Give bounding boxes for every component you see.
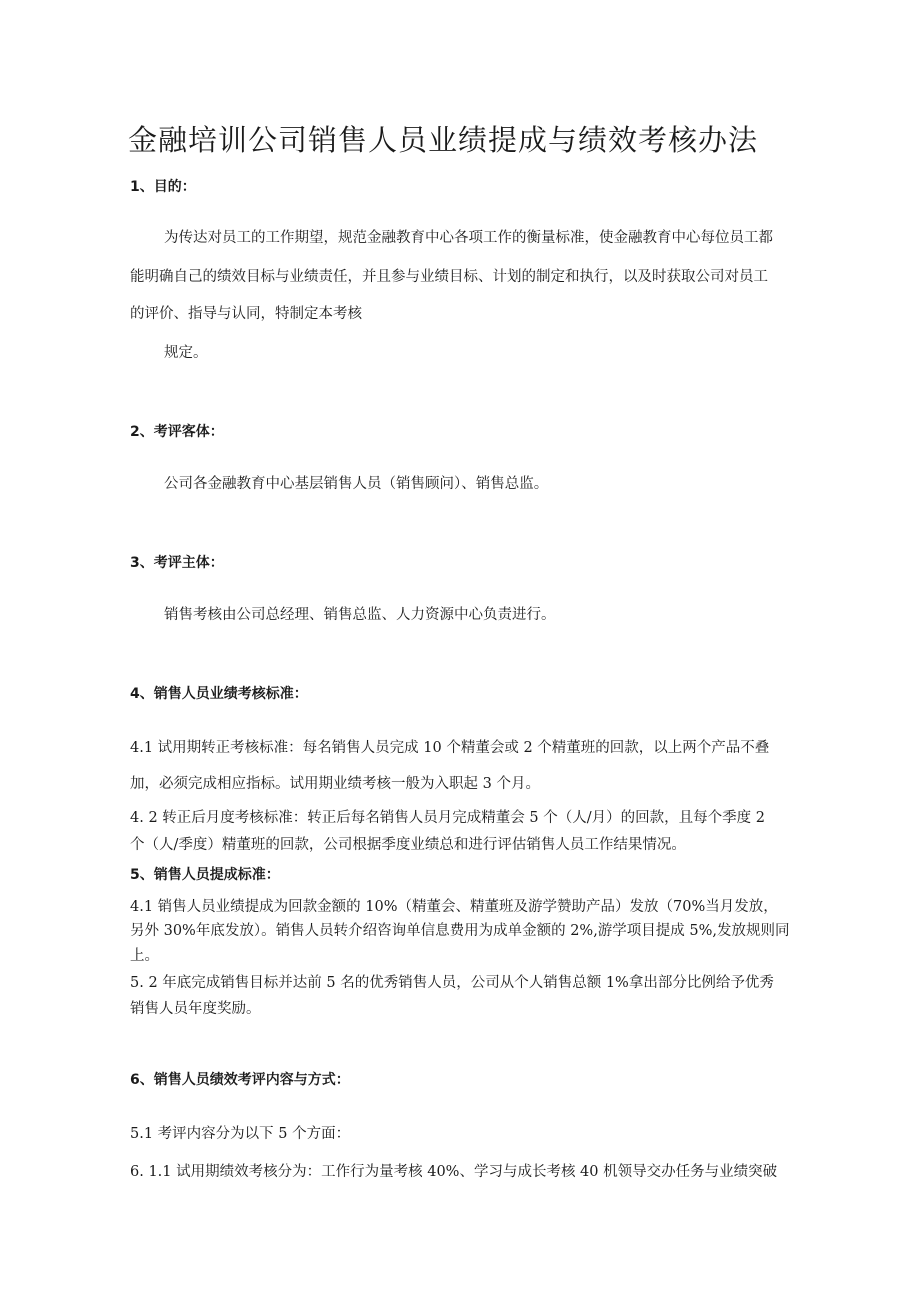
paragraph-line: 公司各金融教育中心基层销售人员（销售顾问）、销售总监。 [164, 476, 549, 492]
document-title: 金融培训公司销售人员业绩提成与绩效考核办法 [128, 123, 759, 157]
paragraph-line: 6. 1.1 试用期绩效考核分为：工作行为量考核 40%、学习与成长考核 40 机领导交办任务与业绩突破 [130, 1164, 778, 1180]
paragraph-line: 另外 30%年底发放）。销售人员转介绍咨询单信息费用为成单金额的 2%,游学项目提成 5%,发放规则同 [130, 923, 790, 939]
paragraph-line: 能明确自己的绩效目标与业绩责任，并且参与业绩目标、计划的制定和执行，以及时获取公司对员工 [130, 269, 768, 285]
section-heading-evaluatees: 2、考评客体： [130, 424, 224, 440]
paragraph-line: 销售考核由公司总经理、销售总监、人力资源中心负责进行。 [164, 607, 556, 623]
section-heading-performance-standard: 4、销售人员业绩考核标准： [130, 686, 308, 702]
paragraph-line: 的评价、指导与认同，特制定本考核 [130, 306, 362, 322]
paragraph-line: 个（人/季度）精董班的回款，公司根据季度业绩总和进行评估销售人员工作结果情况。 [130, 837, 686, 853]
paragraph-line: 上。 [130, 948, 159, 964]
paragraph-line: 5.1 考评内容分为以下 5 个方面： [130, 1126, 351, 1142]
paragraph-line: 规定。 [164, 345, 208, 361]
section-heading-evaluators: 3、考评主体： [130, 555, 224, 571]
paragraph-line: 销售人员年度奖励。 [130, 1001, 261, 1017]
section-heading-evaluation-content: 6、销售人员绩效考评内容与方式： [130, 1072, 350, 1088]
paragraph-line: 5. 2 年底完成销售目标并达前 5 名的优秀销售人员，公司从个人销售总额 1%拿出部分比例给予优秀 [130, 975, 774, 991]
section-heading-commission-standard: 5、销售人员提成标准： [130, 867, 280, 883]
paragraph-line: 4. 2 转正后月度考核标准：转正后每名销售人员月完成精董会 5 个（人/月）的回款，且每个季度 2 [130, 810, 765, 826]
paragraph-line: 4.1 销售人员业绩提成为回款金额的 10%（精董会、精董班及游学赞助产品）发放（70%当月发放， [130, 899, 778, 915]
section-heading-purpose: 1、目的： [130, 179, 196, 195]
paragraph-line: 加，必须完成相应指标。试用期业绩考核一般为入职起 3 个月。 [130, 776, 540, 792]
paragraph-line: 为传达对员工的工作期望，规范金融教育中心各项工作的衡量标准，使金融教育中心每位员工都 [164, 230, 773, 246]
paragraph-line: 4.1 试用期转正考核标准：每名销售人员完成 10 个精董会或 2 个精董班的回款，以上两个产品不叠 [130, 740, 770, 756]
